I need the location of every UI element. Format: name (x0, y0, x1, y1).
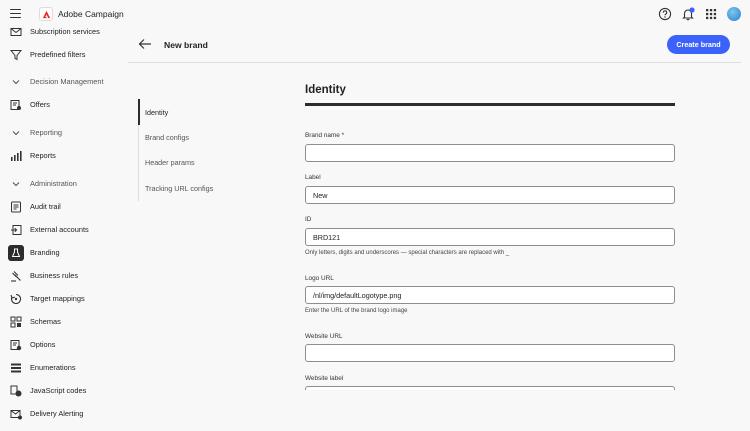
schema-icon (10, 316, 22, 328)
mapping-icon (10, 293, 22, 305)
gavel-icon (10, 270, 22, 282)
sidebar-section-decision-management[interactable]: Decision Management (5, 72, 121, 91)
app-grid-icon[interactable] (704, 7, 718, 21)
code-icon (10, 385, 22, 397)
sidebar-item-subscription-services[interactable]: Subscription services (5, 22, 121, 41)
inner-nav-identity[interactable]: Identity (145, 108, 169, 117)
sidebar-item-branding[interactable]: Branding (5, 243, 121, 262)
sidebar-section-administration[interactable]: Administration (5, 174, 121, 193)
sidebar-item-options[interactable]: Options (5, 335, 121, 354)
id-help-text: Only letters, digits and underscores — special characters are replaced with _ (305, 250, 510, 256)
sidebar-item-external-accounts[interactable]: External accounts (5, 220, 121, 239)
list-icon (10, 362, 22, 374)
chevron-down-icon (10, 127, 22, 139)
back-arrow-icon[interactable] (138, 38, 152, 50)
sidebar-section-reporting[interactable]: Reporting (5, 123, 121, 142)
label-field-label: Label (305, 174, 321, 181)
sidebar-item-business-rules[interactable]: Business rules (5, 266, 121, 285)
sidebar-item-enumerations[interactable]: Enumerations (5, 358, 121, 377)
inner-nav-tracking-url-configs[interactable]: Tracking URL configs (145, 184, 214, 193)
website-url-label: Website URL (305, 333, 343, 340)
options-icon (10, 339, 22, 351)
branding-icon (8, 245, 24, 261)
website-url-input[interactable] (305, 344, 675, 362)
sidebar (0, 22, 128, 431)
sidebar-item-audit-trail[interactable]: Audit trail (5, 197, 121, 216)
alert-mail-icon (10, 408, 22, 420)
app-title: Adobe Campaign (58, 9, 124, 19)
mail-list-icon (10, 26, 22, 38)
sidebar-item-predefined-filters[interactable]: Predefined filters (5, 45, 121, 64)
help-icon[interactable] (658, 7, 672, 21)
offer-icon (10, 99, 22, 111)
hamburger-icon[interactable] (10, 9, 21, 18)
bar-chart-icon (10, 150, 22, 162)
inner-nav-active-indicator (138, 99, 140, 125)
id-field-label: ID (305, 216, 312, 223)
brand-name-input[interactable] (305, 144, 675, 162)
section-divider (305, 103, 675, 106)
inner-nav-header-params[interactable]: Header params (145, 158, 195, 167)
inner-nav-brand-configs[interactable]: Brand configs (145, 133, 189, 142)
logo-url-input[interactable] (305, 286, 675, 304)
sidebar-item-target-mappings[interactable]: Target mappings (5, 289, 121, 308)
sidebar-item-javascript-codes[interactable]: JavaScript codes (5, 381, 121, 400)
required-mark: * (341, 132, 345, 139)
logo-url-help-text: Enter the URL of the brand logo image (305, 308, 408, 314)
website-label-label: Website label (305, 375, 344, 382)
adobe-logo (39, 7, 53, 21)
external-account-icon (10, 224, 22, 236)
page-title: New brand (164, 40, 208, 50)
header-divider (128, 62, 741, 63)
bell-icon[interactable] (681, 7, 695, 21)
chevron-down-icon (10, 178, 22, 190)
logo-url-label: Logo URL (305, 275, 334, 282)
id-input[interactable] (305, 228, 675, 246)
section-title: Identity (305, 84, 346, 96)
website-label-input[interactable] (305, 386, 675, 390)
label-input[interactable] (305, 186, 675, 204)
chevron-down-icon (10, 76, 22, 88)
sidebar-item-offers[interactable]: Offers (5, 95, 121, 114)
sidebar-item-delivery-alerting[interactable]: Delivery Alerting (5, 404, 121, 423)
sidebar-item-reports[interactable]: Reports (5, 146, 121, 165)
avatar[interactable] (727, 7, 741, 21)
filter-icon (10, 49, 22, 61)
create-brand-button[interactable]: Create brand (667, 35, 730, 54)
sidebar-item-schemas[interactable]: Schemas (5, 312, 121, 331)
audit-icon (10, 201, 22, 213)
brand-name-label: Brand name * (305, 132, 345, 139)
